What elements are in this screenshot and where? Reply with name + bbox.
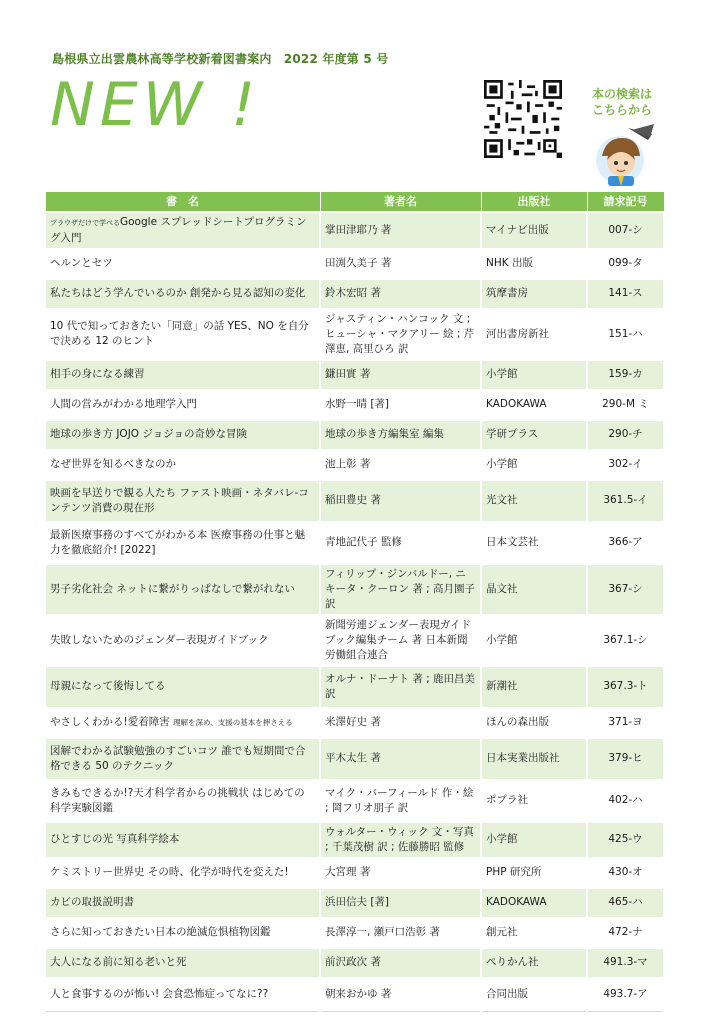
table-row [45,420,664,450]
author-cell: 朝来おかゆ 著 [320,978,481,1012]
book-title: ヘルンとセツ [50,257,113,269]
book-title: ひとすじの光 写真科学絵本 [50,833,180,845]
call-number-cell: 430-オ [587,858,664,888]
book-title-cell [45,212,320,249]
publisher-cell: 小学館 [481,822,587,858]
author-cell: 前沢政次 著 [320,948,481,978]
call-number-cell: 367.3-ト [587,666,664,708]
publisher-cell: 日本文芸社 [481,522,587,564]
book-title-cell [45,948,320,978]
table-row [45,978,664,1012]
book-title-cell [45,666,320,708]
author-cell: 浜田信夫 [著] [320,888,481,918]
table-row [45,564,664,615]
book-title: さらに知っておきたい日本の絶滅危惧植物図鑑 [50,926,271,938]
table-row [45,249,664,279]
table-row [45,480,664,522]
book-title: きみもできるか!?天才科学者からの挑戦状 はじめての科学実験図鑑 [50,786,305,814]
col-header-publisher: 出版社 [481,192,587,212]
book-title-cell [45,309,320,360]
call-number-cell: 379-ヒ [587,738,664,780]
call-number-cell: 465-ハ [587,888,664,918]
book-title-cell [45,360,320,390]
book-title: 私たちはどう学んでいるのか 創発から見る認知の変化 [50,287,306,299]
table-row [45,309,664,360]
table-row [45,708,664,738]
author-cell: 鈴木宏昭 著 [320,279,481,309]
book-title-cell [45,279,320,309]
table-row [45,738,664,780]
col-header-author: 著者名 [320,192,481,212]
book-title-cell [45,249,320,279]
call-number-cell: 290-M ミ [587,390,664,420]
table-row [45,666,664,708]
table-row [45,822,664,858]
book-title-cell [45,564,320,615]
book-title-cell [45,780,320,822]
call-number-cell: 472-ナ [587,918,664,948]
author-cell: 池上彰 著 [320,450,481,480]
table-row [45,450,664,480]
publisher-cell: 光文社 [481,480,587,522]
book-title: 人間の営みがわかる地理学入門 [50,398,197,410]
publisher-cell: 新潮社 [481,666,587,708]
author-cell: マイク・バーフィールド 作・絵 ; 岡フリオ朋子 訳 [320,780,481,822]
book-title-cell [45,708,320,738]
book-title: ケミストリー世界史 その時、化学が時代を変えた! [50,866,289,878]
table-header-row [45,192,664,212]
book-title-suffix: 理解を深め、支援の基本を押さえる [173,718,293,727]
book-title: Google スプレッドシートプログラミング入門 [50,215,307,244]
newsletter-heading: 島根県立出雲農林高等学校新着図書案内 2022 年度第 5 号 [52,52,389,66]
publisher-cell: ほんの森出版 [481,708,587,738]
call-number-cell: 493.7-ア [587,978,664,1012]
author-cell: 田渕久美子 著 [320,249,481,279]
author-cell: 新聞労連ジェンダー表現ガイドブック編集チーム 著 日本新聞労働組合連合 [320,615,481,666]
publisher-cell: 創元社 [481,918,587,948]
book-title-cell [45,918,320,948]
call-number-cell: 491.3-マ [587,948,664,978]
book-title-cell [45,978,320,1012]
author-cell: 掌田津耶乃 著 [320,212,481,249]
search-note-line1: 本の検索は [591,87,652,101]
book-title: 母親になって後悔してる [50,680,166,692]
publisher-cell: KADOKAWA [481,390,587,420]
author-cell: 大宮理 著 [320,858,481,888]
publisher-cell: 晶文社 [481,564,587,615]
book-title: 失敗しないためのジェンダー表現ガイドブック [50,633,269,646]
author-cell: 長澤淳一, 瀬戸口浩彰 著 [320,918,481,948]
publisher-cell: 小学館 [481,615,587,666]
col-header-call-number: 請求記号 [587,192,664,212]
book-title-cell [45,858,320,888]
author-cell: 水野一晴 [著] [320,390,481,420]
call-number-cell: 302-イ [587,450,664,480]
author-cell: 平木太生 著 [320,738,481,780]
book-title-cell [45,822,320,858]
book-title: 図解でわかる試験勉強のすごいコツ 誰でも短期間で合格できる 50 のテクニック [50,744,306,772]
publisher-cell: 合同出版 [481,978,587,1012]
book-title: なぜ世界を知るべきなのか [50,458,176,470]
call-number-cell: 366-ア [587,522,664,564]
book-title-cell [45,888,320,918]
publisher-cell: 小学館 [481,450,587,480]
author-cell: ジャスティン・ハンコック 文 ; ヒューシャ・マクアリー 絵 ; 芹澤恵, 高里ひろ 訳 [320,309,481,360]
book-title-cell [45,420,320,450]
author-cell: 米澤好史 著 [320,708,481,738]
publisher-cell: 筑摩書房 [481,279,587,309]
book-title: 相手の身になる練習 [50,368,145,380]
table-row [45,212,664,249]
call-number-cell: 367.1-シ [587,615,664,666]
author-cell: 青地記代子 監修 [320,522,481,564]
call-number-cell: 425-ウ [587,822,664,858]
author-cell: 地球の歩き方編集室 編集 [320,420,481,450]
book-title: 映画を早送りで観る人たち ファスト映画・ネタバレ-コンテンツ消費の現在形 [50,486,309,514]
book-title: やさしくわかる!愛着障害 [50,716,170,728]
call-number-cell: 151-ハ [587,309,664,360]
book-title: 地球の歩き方 JOJO ジョジョの奇妙な冒険 [50,428,247,440]
table-row [45,360,664,390]
book-title-cell [45,390,320,420]
table-row [45,888,664,918]
book-title-cell [45,615,320,666]
book-title: 大人になる前に知る老いと死 [50,956,187,968]
col-header-title: 書 名 [45,192,320,212]
publisher-cell: NHK 出版 [481,249,587,279]
author-cell: ウォルター・ウィック 文・写真 ; 千葉茂樹 訳 ; 佐藤勝昭 監修 [320,822,481,858]
call-number-cell: 159-カ [587,360,664,390]
call-number-cell: 007-シ [587,212,664,249]
book-title: 最新医療事務のすべてがわかる本 医療事務の仕事と魅力を徹底紹介! [2022] [50,528,306,556]
table-row [45,279,664,309]
table-row [45,522,664,564]
publisher-cell: ポプラ社 [481,780,587,822]
book-title-prefix: ブラウザだけで学べる [50,218,120,227]
publisher-cell: PHP 研究所 [481,858,587,888]
book-title-cell [45,522,320,564]
publisher-cell: KADOKAWA [481,888,587,918]
table-row [45,390,664,420]
publisher-cell: 日本実業出版社 [481,738,587,780]
book-title-cell [45,480,320,522]
call-number-cell: 099-タ [587,249,664,279]
book-title: カビの取扱説明書 [50,896,134,908]
author-cell: 鎌田實 著 [320,360,481,390]
publisher-cell: マイナビ出版 [481,212,587,249]
call-number-cell: 290-チ [587,420,664,450]
table-row [45,780,664,822]
call-number-cell: 371-ヨ [587,708,664,738]
publisher-cell: ぺりかん社 [481,948,587,978]
book-title: 10 代で知っておきたい「同意」の話 YES、NO を自分で決める 12 のヒント [50,320,309,347]
book-title-cell [45,738,320,780]
new-books-table [44,191,665,1012]
table-row [45,918,664,948]
author-cell: オルナ・ドーナト 著 ; 鹿田昌美 訳 [320,666,481,708]
book-title: 男子劣化社会 ネットに繋がりっぱなしで繋がれない [50,582,295,595]
mascot-character-icon [588,120,660,192]
author-cell: フィリップ・ジンバルドー, ニキータ・クーロン 著 ; 高月園子 訳 [320,564,481,615]
author-cell: 稲田豊史 著 [320,480,481,522]
call-number-cell: 402-ハ [587,780,664,822]
publisher-cell: 学研プラス [481,420,587,450]
publisher-cell: 河出書房新社 [481,309,587,360]
publisher-cell: 小学館 [481,360,587,390]
table-row [45,948,664,978]
table-row [45,858,664,888]
call-number-cell: 141-ス [587,279,664,309]
search-note-line2: こちらから [591,103,652,117]
book-title-cell [45,450,320,480]
qr-code-icon[interactable] [484,80,562,158]
new-arrivals-title: NEW ! [50,70,261,140]
book-title: 人と食事するのが怖い! 会食恐怖症ってなに?? [50,988,269,1001]
call-number-cell: 367-シ [587,564,664,615]
call-number-cell: 361.5-イ [587,480,664,522]
table-row [45,615,664,666]
search-note [586,86,658,118]
